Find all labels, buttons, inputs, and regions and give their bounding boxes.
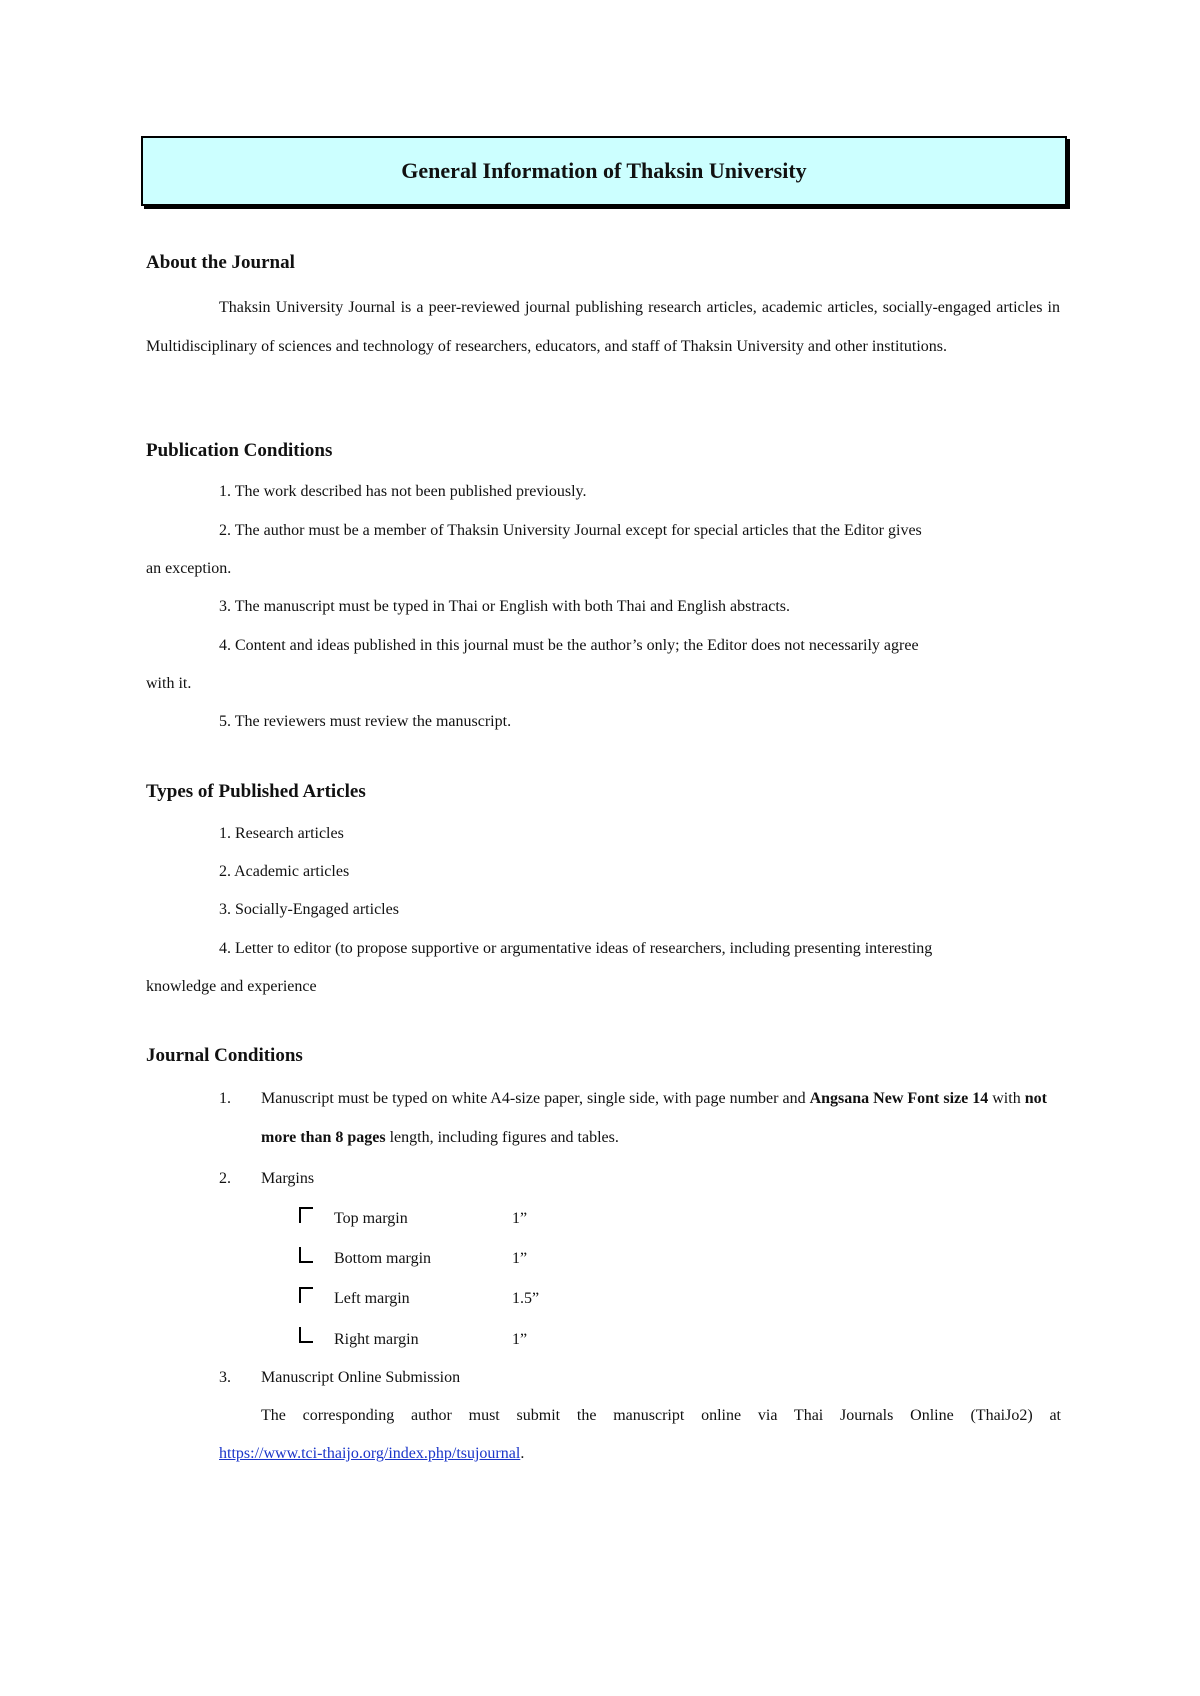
checkbox-icon bbox=[299, 1327, 313, 1343]
journal-heading: Journal Conditions bbox=[146, 1045, 303, 1066]
about-body: Thaksin University Journal is a peer-reviewed journal publishing research articles, academic articles, socially-engaged articles in Multidisciplinary of sciences and technology of researchers, educators, and staff of Thaksin University and other institutions. bbox=[146, 299, 1060, 355]
margin-label-right: Right margin bbox=[334, 1331, 419, 1348]
submission-link-line: https://www.tci-thaijo.org/index.php/tsujournal. bbox=[219, 1445, 525, 1462]
journal-item-3-number: 3. bbox=[219, 1369, 231, 1386]
margin-value-bottom: 1” bbox=[512, 1250, 528, 1267]
submission-body: The corresponding author must submit the manuscript online via Thai Journals Online (ThaiJo2) at bbox=[261, 1407, 1061, 1424]
page-title: General Information of Thaksin University bbox=[401, 158, 807, 183]
journal-item-2-text: Margins bbox=[261, 1170, 315, 1187]
font-requirement: Angsana New Font size 14 bbox=[809, 1090, 989, 1107]
margin-label-bottom: Bottom margin bbox=[334, 1250, 432, 1267]
publication-item-4-cont: with it. bbox=[146, 675, 192, 692]
margin-label-top: Top margin bbox=[334, 1210, 408, 1227]
title-box bbox=[141, 136, 1067, 206]
checkbox-icon bbox=[299, 1247, 313, 1263]
checkbox-icon bbox=[299, 1287, 313, 1303]
about-heading: About the Journal bbox=[146, 252, 295, 273]
types-item-1: 1. Research articles bbox=[219, 825, 344, 842]
publication-item-1: 1. The work described has not been published previously. bbox=[219, 483, 587, 500]
publication-item-2-cont: an exception. bbox=[146, 560, 232, 577]
journal-item-2-number: 2. bbox=[219, 1170, 231, 1187]
submission-link[interactable]: https://www.tci-thaijo.org/index.php/tsujournal bbox=[219, 1445, 521, 1462]
margin-label-left: Left margin bbox=[334, 1290, 410, 1307]
publication-item-2: 2. The author must be a member of Thaksin University Journal except for special articles that the Editor gives bbox=[219, 522, 922, 539]
page-limit: not more than 8 pages bbox=[261, 1090, 1047, 1146]
types-item-2: 2. Academic articles bbox=[219, 863, 350, 880]
journal-item-1-number: 1. bbox=[219, 1090, 231, 1107]
types-item-4: 4. Letter to editor (to propose supportive or argumentative ideas of researchers, including presenting interesting bbox=[219, 940, 933, 957]
publication-heading: Publication Conditions bbox=[146, 440, 333, 461]
types-heading: Types of Published Articles bbox=[146, 781, 366, 802]
journal-item-1-text: Manuscript must be typed on white A4-size paper, single side, with page number and Angsana New Font size 14 with not more than 8 pages length, including figures and tables. bbox=[261, 1090, 1047, 1146]
types-item-4-cont: knowledge and experience bbox=[146, 978, 317, 995]
publication-item-3: 3. The manuscript must be typed in Thai or English with both Thai and English abstracts. bbox=[219, 598, 791, 615]
margin-value-top: 1” bbox=[512, 1210, 528, 1227]
margin-value-right: 1” bbox=[512, 1331, 528, 1348]
margin-value-left: 1.5” bbox=[512, 1290, 540, 1307]
checkbox-icon bbox=[299, 1207, 313, 1223]
publication-item-4: 4. Content and ideas published in this journal must be the author’s only; the Editor does not necessarily agree bbox=[219, 637, 919, 654]
types-item-3: 3. Socially-Engaged articles bbox=[219, 901, 399, 918]
journal-item-3-text: Manuscript Online Submission bbox=[261, 1369, 461, 1386]
publication-item-5: 5. The reviewers must review the manuscript. bbox=[219, 713, 512, 730]
